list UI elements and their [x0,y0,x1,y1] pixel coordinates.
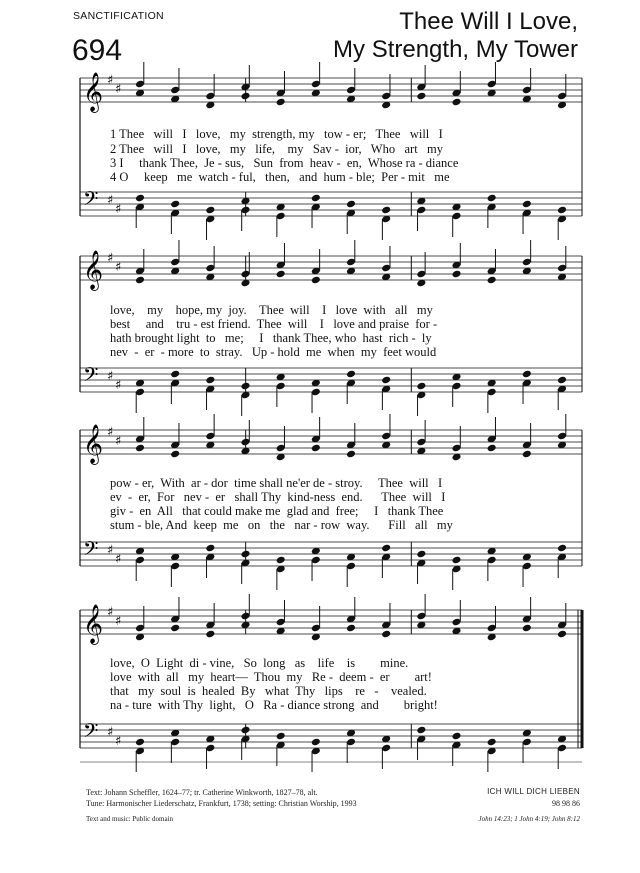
note-head [416,92,426,101]
note-head [135,738,145,747]
note-head [135,444,145,453]
note-head [487,738,497,747]
sharp-sign: ♯ [115,552,122,567]
sharp-sign: ♯ [115,434,122,449]
lyric-line: giv - en All that could make me glad and free; I thank Thee [110,504,444,518]
sharp-sign: ♯ [115,260,122,275]
note-head [381,630,391,639]
bass-clef: 𝄢 [83,363,99,391]
note-head [522,370,532,379]
sharp-sign: ♯ [107,251,114,266]
sharp-sign: ♯ [107,369,114,384]
bass-clef: 𝄢 [83,719,99,747]
sharp-sign: ♯ [115,82,122,97]
hymn-title-line2: My Strength, My Tower [333,36,578,63]
note-head [451,270,461,279]
tune-credit: Tune: Harmonischer Liederschatz, Frankfurt, 1738; setting: Christian Worship, 1993 [86,799,357,808]
tune-name: ICH WILL DICH LIEBEN [487,787,580,796]
lyric-line: ev - er, For nev - er shall Thy kind-ness end. Thee will I [110,490,446,504]
note-head [311,194,321,203]
note-head [381,206,391,215]
note-head [170,370,180,379]
note-head [557,630,567,639]
note-head [346,624,356,633]
note-head [381,376,391,385]
note-head [451,732,461,741]
treble-clef: 𝄞 [83,424,104,464]
lyric-line: na - ture with Thy light, O Ra - diance strong and bright! [110,698,438,712]
note-head [205,630,215,639]
hymn-number: 694 [72,34,123,67]
sharp-sign: ♯ [115,614,122,629]
sharp-sign: ♯ [115,734,122,749]
lyric-line: love with all my heart— Thou my Re - deem - er art! [110,670,432,684]
lyric-line: 4 O keep me watch - ful, then, and hum - ble; Per - mit me [110,170,450,184]
sharp-sign: ♯ [107,73,114,88]
treble-clef: 𝄞 [83,250,104,290]
sharp-sign: ♯ [115,202,122,217]
note-head [205,544,215,553]
note-head [346,450,356,459]
lyric-line: 1 Thee will I love, my strength, my tow - er; Thee will I [110,127,443,141]
scripture-references: John 14:23; 1 John 4:19; John 8:12 [478,815,580,823]
bass-clef: 𝄢 [83,537,99,565]
lyric-line: pow - er, With ar - dor time shall ne'er de - stroy. Thee will I [110,476,443,490]
copyright: Text and music: Public domain [86,815,173,823]
bass-clef: 𝄢 [83,187,99,215]
category-label: SANCTIFICATION [73,10,164,22]
lyric-line: hath brought light to me; I thank Thee, who hast rich - ly [110,331,432,345]
note-head [416,382,426,391]
hymn-title-line1: Thee Will I Love, [399,8,578,35]
note-head [205,206,215,215]
note-head [170,624,180,633]
text-credit: Text: Johann Scheffler, 1624–77; tr. Catherine Winkworth, 1827–78, alt. [86,788,318,797]
note-head [522,624,532,633]
sharp-sign: ♯ [107,725,114,740]
note-head [346,370,356,379]
note-head [276,732,286,741]
lyric-line: best and tru - est friend. Thee will I love and praise for - [110,317,438,331]
sharp-sign: ♯ [107,425,114,440]
treble-clef: 𝄞 [83,72,104,112]
note-head [346,200,356,209]
note-head [135,194,145,203]
treble-clef: 𝄞 [83,604,104,644]
note-head [311,444,321,453]
lyric-line: 2 Thee will I love, my life, my Sav - ior, Who art my [110,142,444,156]
note-head [311,276,321,285]
sharp-sign: ♯ [115,378,122,393]
note-head [522,200,532,209]
note-head [135,276,145,285]
note-head [205,376,215,385]
lyric-line: love, my hope, my joy. Thee will I love with all my [110,303,433,317]
sharp-sign: ♯ [107,605,114,620]
note-head [522,450,532,459]
note-head [487,194,497,203]
note-head [381,544,391,553]
meter: 98 98 86 [552,799,580,808]
sharp-sign: ♯ [107,543,114,558]
lyric-line: love, O Light di - vine, So long as life is mine. [110,656,409,670]
note-head [487,276,497,285]
note-head [451,556,461,565]
note-head [487,444,497,453]
note-head [311,738,321,747]
note-head [276,556,286,565]
note-head [451,98,461,107]
lyric-line: 3 I thank Thee, Je - sus, Sun from heav - en, Whose ra - diance [110,156,459,170]
lyric-line: stum - ble, And keep me on the nar - row way. Fill all my [110,518,453,532]
note-head [276,270,286,279]
note-head [170,200,180,209]
lyric-line: that my soul is healed By what Thy lips re - vealed. [110,684,427,698]
note-head [170,450,180,459]
note-head [557,206,567,215]
note-head [557,544,567,553]
lyric-line: nev - er - more to stray. Up - hold me when my feet would [110,345,437,359]
note-head [276,98,286,107]
sharp-sign: ♯ [107,193,114,208]
note-head [557,376,567,385]
note-head [416,550,426,559]
note-head [416,726,426,735]
